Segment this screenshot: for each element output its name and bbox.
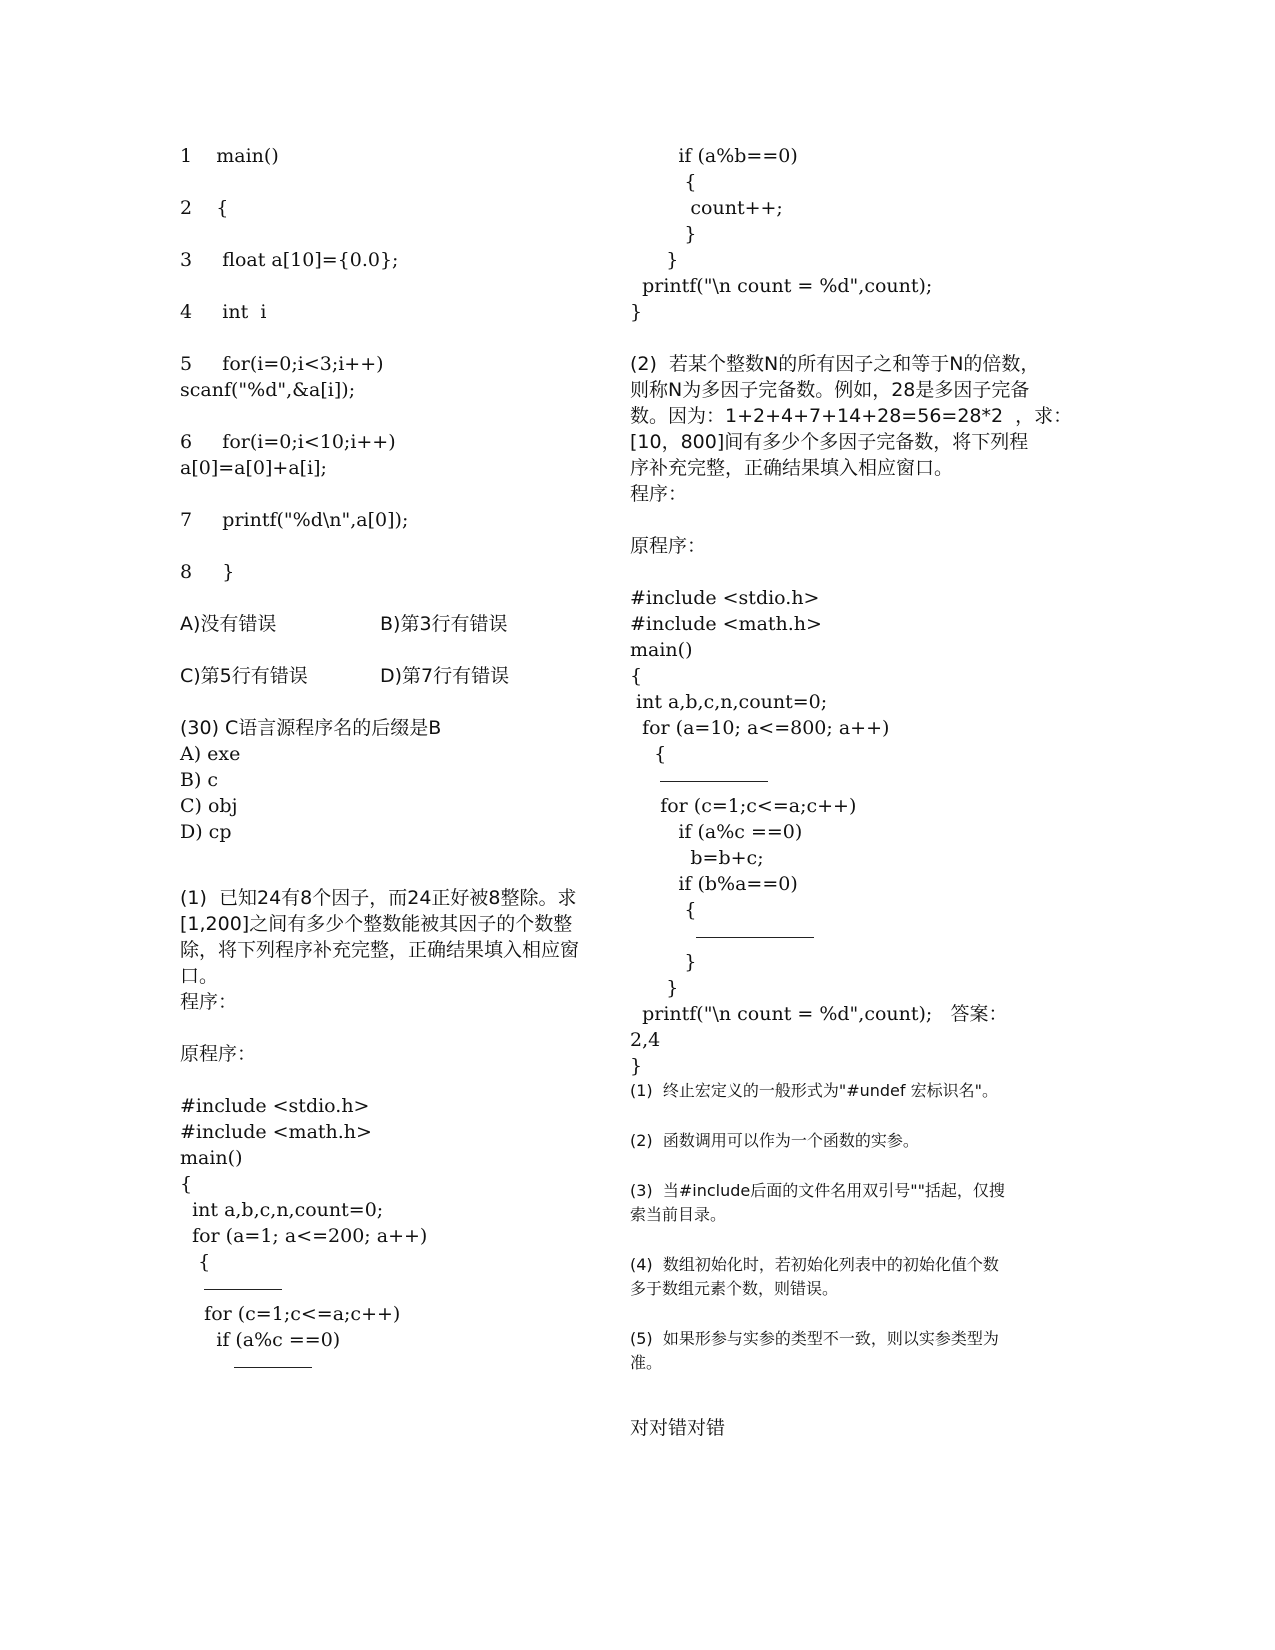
problem-2-line: 数。因为：1+2+4+7+14+28=56=28*2 ，求： bbox=[630, 405, 1073, 427]
code-line: main() bbox=[630, 639, 693, 661]
fill-in-blank[interactable] bbox=[204, 1289, 282, 1290]
blank-line-row bbox=[180, 1275, 600, 1301]
problem-2-line: 序补充完整，正确结果填入相应窗口。 bbox=[630, 457, 954, 479]
question-30-option-c: C) obj bbox=[180, 795, 238, 817]
question-30-option-d: D) cp bbox=[180, 821, 232, 843]
code-line: for (a=10; a<=800; a++) bbox=[630, 717, 890, 739]
tf-item-cont: 准。 bbox=[630, 1353, 663, 1372]
code-line: printf("\n count = %d",count); bbox=[630, 275, 933, 297]
code-line: } bbox=[630, 249, 679, 271]
code-line-4: 4 int i bbox=[180, 301, 267, 323]
fill-in-blank[interactable] bbox=[660, 781, 768, 782]
question-30-title: (30) C语言源程序名的后缀是B bbox=[180, 717, 442, 739]
code-line-2: 2 { bbox=[180, 197, 229, 219]
code-line: } bbox=[630, 301, 643, 323]
code-line: for (c=1;c<=a;c++) bbox=[630, 795, 857, 817]
code-line: if (a%c ==0) bbox=[180, 1329, 341, 1351]
code-line: for (c=1;c<=a;c++) bbox=[180, 1303, 401, 1325]
option-a: A)没有错误 bbox=[180, 613, 277, 635]
code-line: } bbox=[630, 223, 697, 245]
code-line: { bbox=[630, 171, 697, 193]
code-line: { bbox=[630, 665, 643, 687]
option-d: D)第7行有错误 bbox=[380, 665, 510, 687]
code-line: #include <math.h> bbox=[630, 613, 822, 635]
options-row-1 bbox=[180, 611, 600, 637]
code-line: { bbox=[630, 899, 697, 921]
code-line-6: 6 for(i=0;i<10;i++) bbox=[180, 431, 396, 453]
code-line: #include <math.h> bbox=[180, 1121, 372, 1143]
code-line: int a,b,c,n,count=0; bbox=[180, 1199, 384, 1221]
code-line: { bbox=[630, 743, 667, 765]
code-line: #include <stdio.h> bbox=[180, 1095, 370, 1117]
code-line: { bbox=[180, 1251, 211, 1273]
code-line: for (a=1; a<=200; a++) bbox=[180, 1225, 428, 1247]
code-line-3: 3 float a[10]={0.0}; bbox=[180, 249, 399, 271]
problem-1-text bbox=[180, 885, 600, 989]
problem-1-line: (1) 已知24有8个因子，而24正好被8整除。求 bbox=[180, 887, 577, 909]
code-line: #include <stdio.h> bbox=[630, 587, 820, 609]
code-line: int a,b,c,n,count=0; bbox=[630, 691, 828, 713]
code-line: main() bbox=[180, 1147, 243, 1169]
blank-line-row bbox=[630, 923, 1080, 949]
problem-2-program-label: 程序： bbox=[630, 483, 688, 505]
problem-1-line: [1,200]之间有多少个整数能被其因子的个数整 bbox=[180, 913, 573, 935]
tf-item: (4) 数组初始化时，若初始化列表中的初始化值个数 bbox=[630, 1255, 999, 1274]
option-b: B)第3行有错误 bbox=[380, 613, 508, 635]
code-line: printf("\n count = %d",count); 答案： bbox=[630, 1003, 1008, 1025]
question-30-option-b: B) c bbox=[180, 769, 219, 791]
question-30-option-a: A) exe bbox=[180, 743, 241, 765]
blank-line-row bbox=[630, 767, 1080, 793]
code-line: count++; bbox=[630, 197, 783, 219]
problem-2-line: 则称N为多因子完备数。例如，28是多因子完备 bbox=[630, 379, 1030, 401]
code-line-1: 1 main() bbox=[180, 145, 279, 167]
code-line: if (a%c ==0) bbox=[630, 821, 803, 843]
tf-item: (5) 如果形参与实参的类型不一致，则以实参类型为 bbox=[630, 1329, 999, 1348]
code-line: } bbox=[630, 951, 697, 973]
problem-2-line: (2) 若某个整数N的所有因子之和等于N的倍数， bbox=[630, 353, 1040, 375]
code-line: b=b+c; bbox=[630, 847, 764, 869]
code-line: if (b%a==0) bbox=[630, 873, 798, 895]
problem-1-original-label: 原程序： bbox=[180, 1043, 257, 1065]
code-line-6-cont: a[0]=a[0]+a[i]; bbox=[180, 457, 327, 479]
problem-2-line: [10，800]间有多少个多因子完备数，将下列程 bbox=[630, 431, 1029, 453]
code-line: { bbox=[180, 1173, 193, 1195]
problem-1-line: 口。 bbox=[180, 965, 219, 987]
tf-item: (1) 终止宏定义的一般形式为"#undef 宏标识名"。 bbox=[630, 1081, 998, 1100]
code-line: if (a%b==0) bbox=[630, 145, 798, 167]
program-listing bbox=[180, 143, 600, 585]
problem-2-original-label: 原程序： bbox=[630, 535, 707, 557]
tf-item: (3) 当#include后面的文件名用双引号""括起，仅搜 bbox=[630, 1181, 1005, 1200]
code-line-8: 8 } bbox=[180, 561, 235, 583]
tf-item-cont: 索当前目录。 bbox=[630, 1205, 727, 1224]
fill-in-blank[interactable] bbox=[696, 937, 814, 938]
code-line: } bbox=[630, 1055, 643, 1077]
problem-1-program-label: 程序： bbox=[180, 991, 238, 1013]
problem-2-text bbox=[630, 351, 1080, 481]
blank-line-row bbox=[180, 1353, 600, 1379]
code-continued bbox=[630, 143, 1080, 325]
code-line: } bbox=[630, 977, 679, 999]
left-column bbox=[180, 143, 600, 1379]
code-line-7: 7 printf("%d\n",a[0]); bbox=[180, 509, 409, 531]
code-line-5-cont: scanf("%d",&a[i]); bbox=[180, 379, 356, 401]
problem-2-code bbox=[630, 585, 1080, 1079]
answer-line: 对对错对错 bbox=[630, 1417, 726, 1439]
true-false-items bbox=[630, 1079, 1080, 1375]
option-c: C)第5行有错误 bbox=[180, 665, 308, 687]
tf-item: (2) 函数调用可以作为一个函数的实参。 bbox=[630, 1131, 919, 1150]
code-line-5: 5 for(i=0;i<3;i++) bbox=[180, 353, 384, 375]
right-column bbox=[630, 143, 1080, 1441]
problem-1-code bbox=[180, 1093, 600, 1379]
problem-1-line: 除，将下列程序补充完整，正确结果填入相应窗 bbox=[180, 939, 580, 961]
fill-in-blank[interactable] bbox=[234, 1367, 312, 1368]
options-row-2 bbox=[180, 663, 600, 689]
code-line: 2,4 bbox=[630, 1029, 661, 1051]
tf-item-cont: 多于数组元素个数，则错误。 bbox=[630, 1279, 839, 1298]
